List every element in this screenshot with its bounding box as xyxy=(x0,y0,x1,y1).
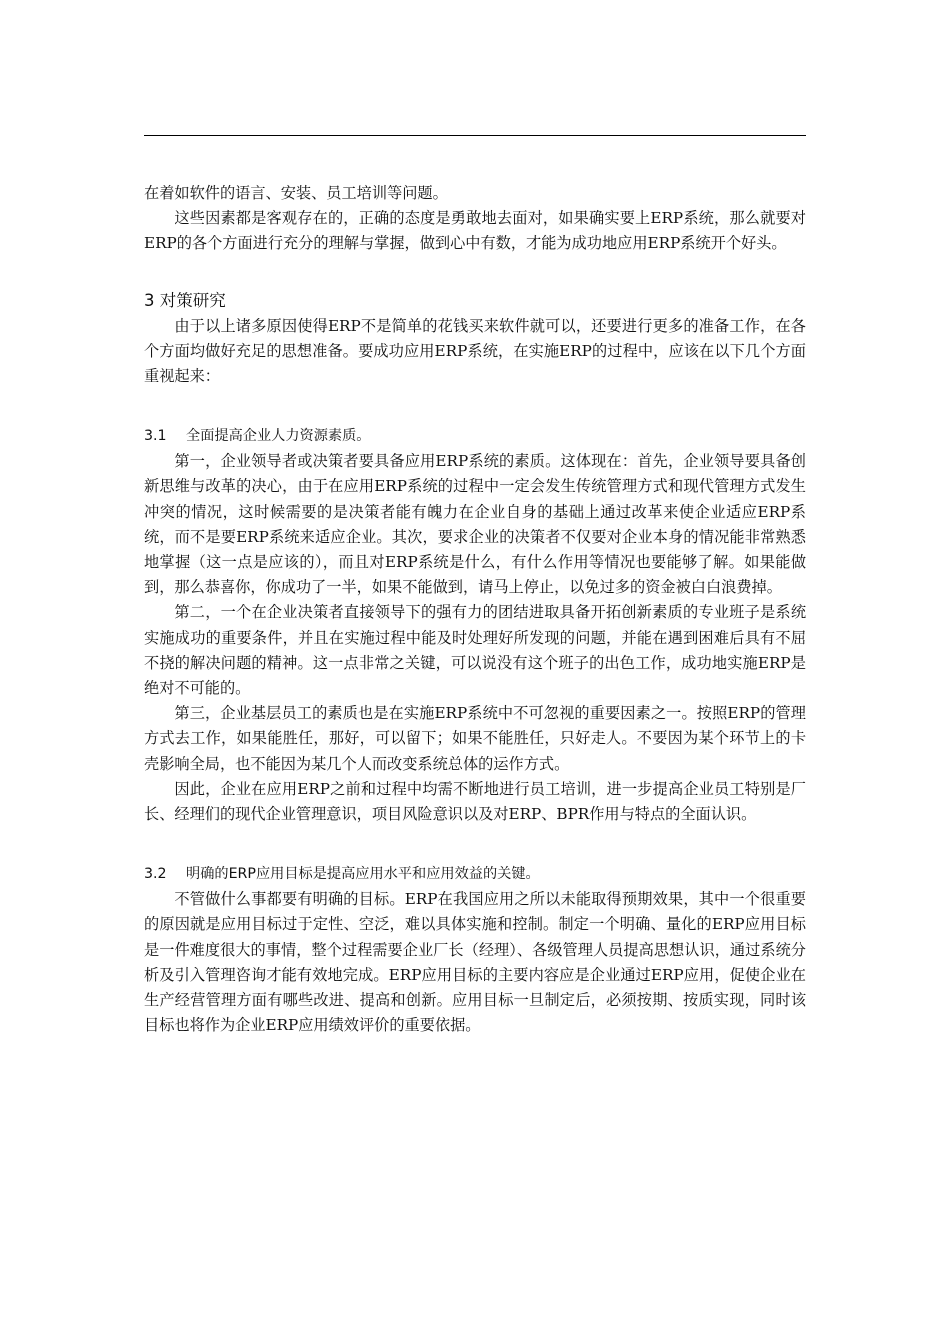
section-3-1-number: 3.1 xyxy=(144,428,167,445)
section-3-1-paragraph-4: 因此，企业在应用ERP之前和过程中均需不断地进行员工培训，进一步提高企业员工特别是厂长、经理们的现代企业管理意识，项目风险意识以及对ERP、BPR作用与特点的全面认识。 xyxy=(144,779,806,824)
section-3-2-number: 3.2 xyxy=(144,866,167,883)
section-3-2-heading xyxy=(144,861,806,887)
intro-paragraph: 这些因素都是客观存在的，正确的态度是勇敢地去面对，如果确实要上ERP系统，那么就要对ERP的各个方面进行充分的理解与掌握，做到心中有数，才能为成功地应用ERP系统开个好头。 xyxy=(144,209,806,253)
section-3-1-paragraph-2: 第二，一个在企业决策者直接领导下的强有力的团结进取具备开拓创新素质的专业班子是系统实施成功的重要条件，并且在实施过程中能及时处理好所发现的问题，并能在遇到困难后具有不屈不挠的解决问题的精神。这一点非常之关键，可以说没有这个班子的出色工作，成功地实施ERP是绝对不可能的。 xyxy=(144,603,806,698)
section-3-1-title: 全面提高企业人力资源素质。 xyxy=(186,428,371,445)
section-3-2-paragraph-1: 不管做什么事都要有明确的目标。ERP在我国应用之所以未能取得预期效果，其中一个很重要的原因就是应用目标过于定性、空泛，难以具体实施和控制。制定一个明确、量化的ERP应用目标是一件难度很大的事情，整个过程需要企业厂长（经理）、各级管理人员提高思想认识，通过系统分析及引入管理咨询才能有效地完成。ERP应用目标的主要内容应是企业通过ERP应用，促使企业在生产经营管理方面有哪些改进、提高和创新。应用目标一旦制定后，必须按期、按质实现，同时该目标也将作为企业ERP应用绩效评价的重要依据。 xyxy=(144,890,806,1035)
section-3-1-paragraph-1: 第一，企业领导者或决策者要具备应用ERP系统的素质。这体现在：首先，企业领导要具备创新思维与改革的决心，由于在应用ERP系统的过程中一定会发生传统管理方式和现代管理方式发生冲突的情况，这时候需要的是决策者能有魄力在企业自身的基础上通过改革来使企业适应ERP系统，而不是要ERP系统来适应企业。其次，要求企业的决策者不仅要对企业本身的情况能非常熟悉地掌握（这一点是应该的），而且对ERP系统是什么，有什么作用等情况也要能够了解。如果能做到，那么恭喜你，你成功了一半，如果不能做到，请马上停止，以免过多的资金被白白浪费掉。 xyxy=(144,452,806,597)
section-3-heading: 3 对策研究 xyxy=(144,290,226,310)
intro-continuation: 在着如软件的语言、安装、员工培训等问题。 xyxy=(144,184,448,202)
section-3-paragraph: 由于以上诸多原因使得ERP不是简单的花钱买来软件就可以，还要进行更多的准备工作，在各个方面均做好充足的思想准备。要成功应用ERP系统，在实施ERP的过程中，应该在以下几个方面重视起来： xyxy=(144,316,806,386)
section-3-1-paragraph-3: 第三，企业基层员工的素质也是在实施ERP系统中不可忽视的重要因素之一。按照ERP的管理方式去工作，如果能胜任，那好，可以留下；如果不能胜任，只好走人。不要因为某个环节上的卡壳影响全局，也不能因为某几个人而改变系统总体的运作方式。 xyxy=(144,704,806,773)
section-3-2-title: 明确的ERP应用目标是提高应用水平和应用效益的关键。 xyxy=(186,866,540,883)
document-body xyxy=(144,181,806,1038)
section-3-1-heading xyxy=(144,423,806,449)
header-rule xyxy=(144,135,806,136)
